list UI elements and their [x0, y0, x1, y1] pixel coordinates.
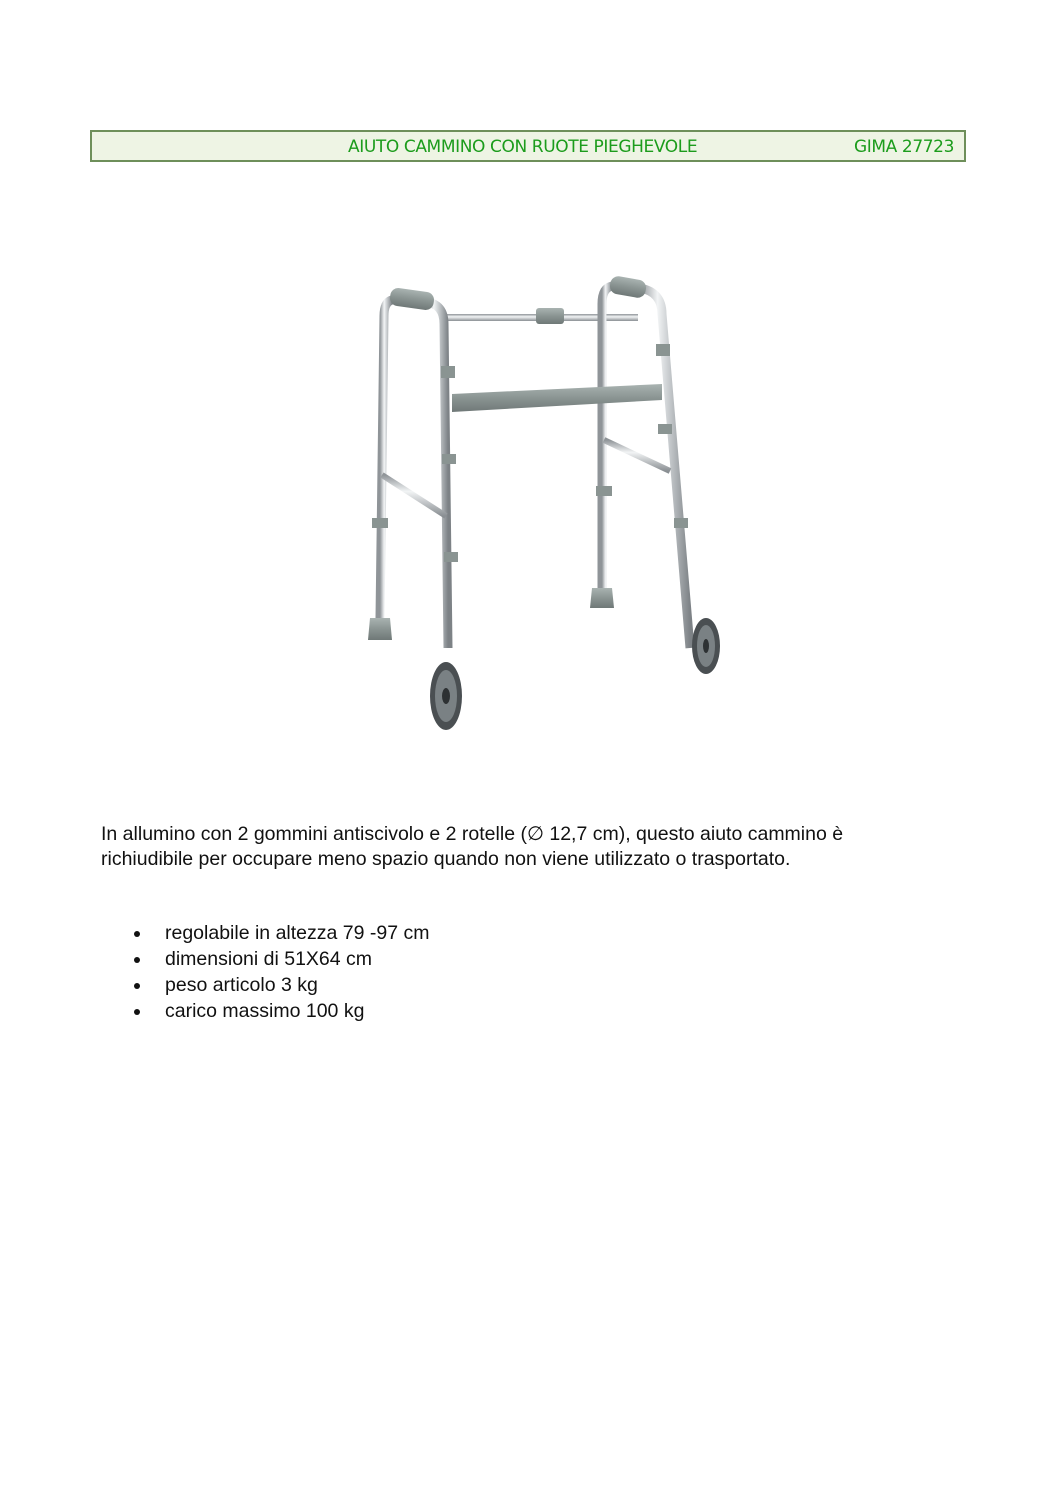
list-item: [130, 998, 429, 1024]
bullet-icon: [134, 957, 140, 963]
list-item: [130, 920, 429, 946]
walker-illustration: [340, 268, 720, 738]
left-clip-low: [372, 518, 388, 528]
feature-text: dimensioni di 51X64 cm: [165, 948, 373, 970]
right-clip-upper: [656, 344, 670, 356]
description-line-1: In allumino con 2 gommini antiscivolo e 2 rotelle (∅ 12,7 cm), questo aiuto cammino è: [101, 823, 844, 845]
product-code: GIMA 27723: [854, 137, 954, 157]
left-front-leg: [380, 300, 392, 618]
left-clip-bottom: [444, 552, 458, 562]
right-clip-mid: [658, 424, 672, 434]
folding-lock: [536, 308, 564, 324]
left-hand-grip: [389, 287, 435, 311]
product-title-bar: [90, 130, 966, 162]
bullet-icon: [134, 983, 140, 989]
feature-text: regolabile in altezza 79 -97 cm: [165, 922, 430, 944]
right-clip-low: [596, 486, 612, 496]
description-line-2: richiudibile per occupare meno spazio quando non viene utilizzato o trasportato.: [101, 848, 791, 870]
left-side-brace: [382, 475, 446, 516]
left-wheel: [430, 644, 462, 730]
product-description: [101, 822, 961, 872]
feature-text: carico massimo 100 kg: [165, 1000, 365, 1022]
feature-list: [130, 920, 429, 1024]
right-side-brace: [604, 440, 670, 471]
right-front-leg: [602, 286, 612, 588]
product-image-walker: [340, 268, 720, 738]
right-wheel: [688, 618, 720, 674]
bullet-icon: [134, 931, 140, 937]
feature-text: peso articolo 3 kg: [165, 974, 318, 996]
left-clip-upper: [441, 366, 455, 378]
list-item: [130, 946, 429, 972]
list-item: [130, 972, 429, 998]
product-name: AIUTO CAMMINO CON RUOTE PIEGHEVOLE: [348, 137, 698, 157]
left-clip-mid: [442, 454, 456, 464]
left-rubber-tip: [368, 618, 392, 640]
right-hand-grip: [609, 275, 648, 299]
bullet-icon: [134, 1009, 140, 1015]
right-clip-bottom: [674, 518, 688, 528]
left-rear-leg: [426, 302, 448, 648]
right-rubber-tip: [590, 588, 614, 608]
front-crossbar: [452, 384, 662, 412]
